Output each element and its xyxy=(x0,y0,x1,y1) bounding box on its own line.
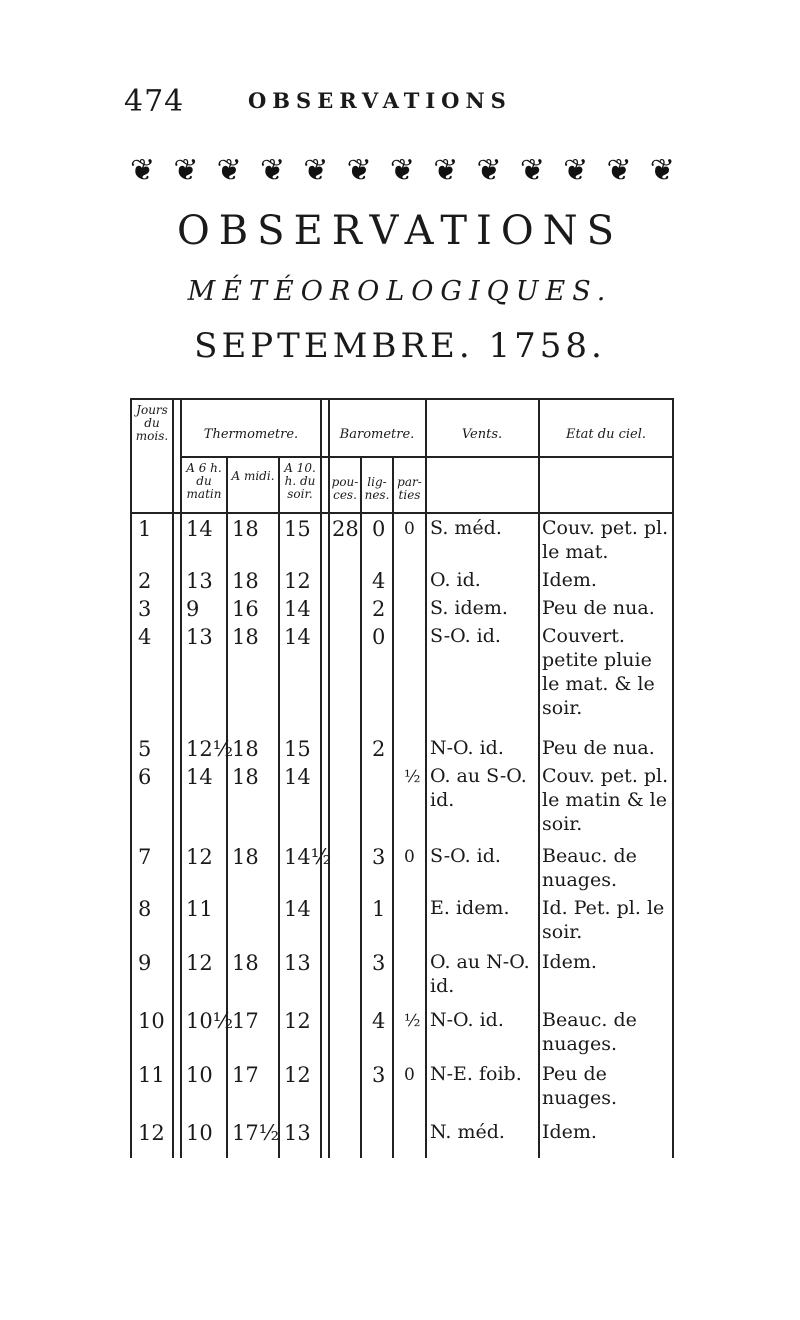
table-rule xyxy=(130,398,674,400)
cell-wind: O. au N-O. id. xyxy=(430,951,530,997)
cell-t12: 18 xyxy=(232,737,259,761)
cell-day: 4 xyxy=(138,625,152,649)
cell-t6: 12 xyxy=(186,951,213,975)
header-therm-10h: A 10. h. du soir. xyxy=(284,461,316,501)
cell-day: 8 xyxy=(138,897,152,921)
cell-day: 10 xyxy=(138,1009,165,1033)
header-thermometer: Thermometre. xyxy=(203,427,299,442)
header-therm-noon: A midi. xyxy=(231,469,275,483)
header-baro-lignes: lig-nes. xyxy=(364,475,390,502)
cell-day: 9 xyxy=(138,951,152,975)
fleuron-icon: ❦ xyxy=(216,153,242,188)
cell-day: 3 xyxy=(138,597,152,621)
table-rule xyxy=(360,458,362,1158)
cell-t10: 14 xyxy=(284,897,311,921)
cell-t12: 18 xyxy=(232,625,259,649)
cell-wind: N-O. id. xyxy=(430,737,504,759)
cell-t6: 10 xyxy=(186,1063,213,1087)
cell-parties: 0 xyxy=(404,519,415,539)
fleuron-icon: ❦ xyxy=(173,153,199,188)
cell-lignes: 2 xyxy=(372,737,386,761)
cell-t6: 10 xyxy=(186,1121,213,1145)
fleuron-icon: ❦ xyxy=(606,153,632,188)
cell-t6: 13 xyxy=(186,569,213,593)
cell-lignes: 3 xyxy=(372,845,386,869)
cell-day: 7 xyxy=(138,845,152,869)
cell-sky: Peu de nua. xyxy=(542,597,655,619)
cell-lignes: 1 xyxy=(372,897,386,921)
cell-lignes: 0 xyxy=(372,517,386,541)
fleuron-icon: ❦ xyxy=(389,153,416,188)
header-days: Jours du mois. xyxy=(135,403,169,443)
cell-sky: Idem. xyxy=(542,951,597,973)
cell-lignes: 2 xyxy=(372,597,386,621)
cell-t10: 14 xyxy=(284,597,311,621)
header-baro-parties: par-ties xyxy=(397,475,422,502)
cell-wind: N. méd. xyxy=(430,1121,505,1143)
fleuron-ornament xyxy=(130,150,675,192)
cell-sky: Peu de nua. xyxy=(542,737,655,759)
cell-t6: 12 xyxy=(186,845,213,869)
cell-t12: 18 xyxy=(232,951,259,975)
cell-t12: 18 xyxy=(232,569,259,593)
cell-wind: S. idem. xyxy=(430,597,508,619)
page-number: 474 xyxy=(124,84,185,119)
table-rule xyxy=(226,458,228,1158)
cell-wind: O. id. xyxy=(430,569,481,591)
cell-day: 5 xyxy=(138,737,152,761)
cell-day: 12 xyxy=(138,1121,165,1145)
cell-sky: Idem. xyxy=(542,1121,597,1143)
cell-lignes: 4 xyxy=(372,569,386,593)
cell-t6: 10½ xyxy=(186,1009,234,1033)
cell-wind: N-O. id. xyxy=(430,1009,504,1031)
cell-wind: S-O. id. xyxy=(430,625,501,647)
cell-t10: 14 xyxy=(284,765,311,789)
cell-t6: 14 xyxy=(186,765,213,789)
observation-table xyxy=(120,398,680,1168)
cell-t10: 13 xyxy=(284,951,311,975)
title-sub: MÉTÉOROLOGIQUES. xyxy=(187,276,613,307)
cell-sky: Idem. xyxy=(542,569,597,591)
cell-sky: Beauc. de nuages. xyxy=(542,1009,637,1055)
cell-t10: 12 xyxy=(284,1063,311,1087)
header-barometer: Barometre. xyxy=(339,427,415,442)
fleuron-icon: ❦ xyxy=(649,153,675,188)
cell-t10: 14½ xyxy=(284,845,332,869)
fleuron-icon: ❦ xyxy=(130,153,156,188)
cell-sky: Couv. pet. pl. le mat. xyxy=(542,517,669,563)
cell-sky: Couv. pet. pl. le matin & le soir. xyxy=(542,765,669,835)
cell-wind: O. au S-O. id. xyxy=(430,765,527,811)
cell-t10: 13 xyxy=(284,1121,311,1145)
cell-wind: S. méd. xyxy=(430,517,502,539)
running-title: OBSERVATIONS xyxy=(248,88,512,113)
cell-sky: Couvert. petite pluie le mat. & le soir. xyxy=(542,625,655,719)
table-rule xyxy=(180,456,674,458)
cell-sky: Beauc. de nuages. xyxy=(542,845,637,891)
header-sky: Etat du ciel. xyxy=(565,427,647,442)
fleuron-icon: ❦ xyxy=(259,153,286,188)
cell-t6: 14 xyxy=(186,517,213,541)
cell-pouces: 28 xyxy=(332,517,359,541)
page-header xyxy=(118,78,678,122)
cell-t6: 11 xyxy=(186,897,213,921)
cell-t6: 12½ xyxy=(186,737,234,761)
cell-wind: N-E. foib. xyxy=(430,1063,522,1085)
fleuron-icon: ❦ xyxy=(303,153,329,188)
header-baro-pouces: pou-ces. xyxy=(331,475,359,502)
cell-parties: 0 xyxy=(404,847,415,867)
fleuron-icon: ❦ xyxy=(346,153,372,188)
cell-parties: ½ xyxy=(404,767,421,787)
cell-lignes: 0 xyxy=(372,625,386,649)
table-rule xyxy=(130,512,674,514)
cell-day: 1 xyxy=(138,517,152,541)
cell-t12: 18 xyxy=(232,845,259,869)
cell-t10: 14 xyxy=(284,625,311,649)
cell-t12: 17 xyxy=(232,1063,259,1087)
cell-lignes: 3 xyxy=(372,1063,386,1087)
cell-parties: 0 xyxy=(404,1065,415,1085)
cell-t10: 12 xyxy=(284,1009,311,1033)
cell-wind: E. idem. xyxy=(430,897,510,919)
cell-t10: 12 xyxy=(284,569,311,593)
cell-t12: 18 xyxy=(232,765,259,789)
fleuron-icon: ❦ xyxy=(519,153,545,188)
cell-t12: 18 xyxy=(232,517,259,541)
cell-lignes: 3 xyxy=(372,951,386,975)
header-therm-6h: A 6 h. du matin xyxy=(186,461,222,501)
cell-lignes: 4 xyxy=(372,1009,386,1033)
cell-t12: 16 xyxy=(232,597,259,621)
cell-day: 6 xyxy=(138,765,152,789)
header-winds: Vents. xyxy=(461,427,503,442)
cell-t12: 17 xyxy=(232,1009,259,1033)
title-main: OBSERVATIONS xyxy=(176,208,624,254)
cell-day: 11 xyxy=(138,1063,165,1087)
cell-t12: 17½ xyxy=(232,1121,280,1145)
cell-t10: 15 xyxy=(284,517,311,541)
cell-sky: Id. Pet. pl. le soir. xyxy=(542,897,665,943)
cell-t6: 13 xyxy=(186,625,213,649)
title-month: SEPTEMBRE. 1758. xyxy=(194,326,606,366)
fleuron-icon: ❦ xyxy=(433,153,459,188)
fleuron-icon: ❦ xyxy=(563,153,589,188)
table-rule xyxy=(278,458,280,1158)
cell-t6: 9 xyxy=(186,597,200,621)
table-rule xyxy=(392,458,394,1158)
cell-parties: ½ xyxy=(404,1011,421,1031)
cell-day: 2 xyxy=(138,569,152,593)
fleuron-icon: ❦ xyxy=(476,153,502,188)
cell-wind: S-O. id. xyxy=(430,845,501,867)
cell-t10: 15 xyxy=(284,737,311,761)
cell-sky: Peu de nuages. xyxy=(542,1063,617,1109)
